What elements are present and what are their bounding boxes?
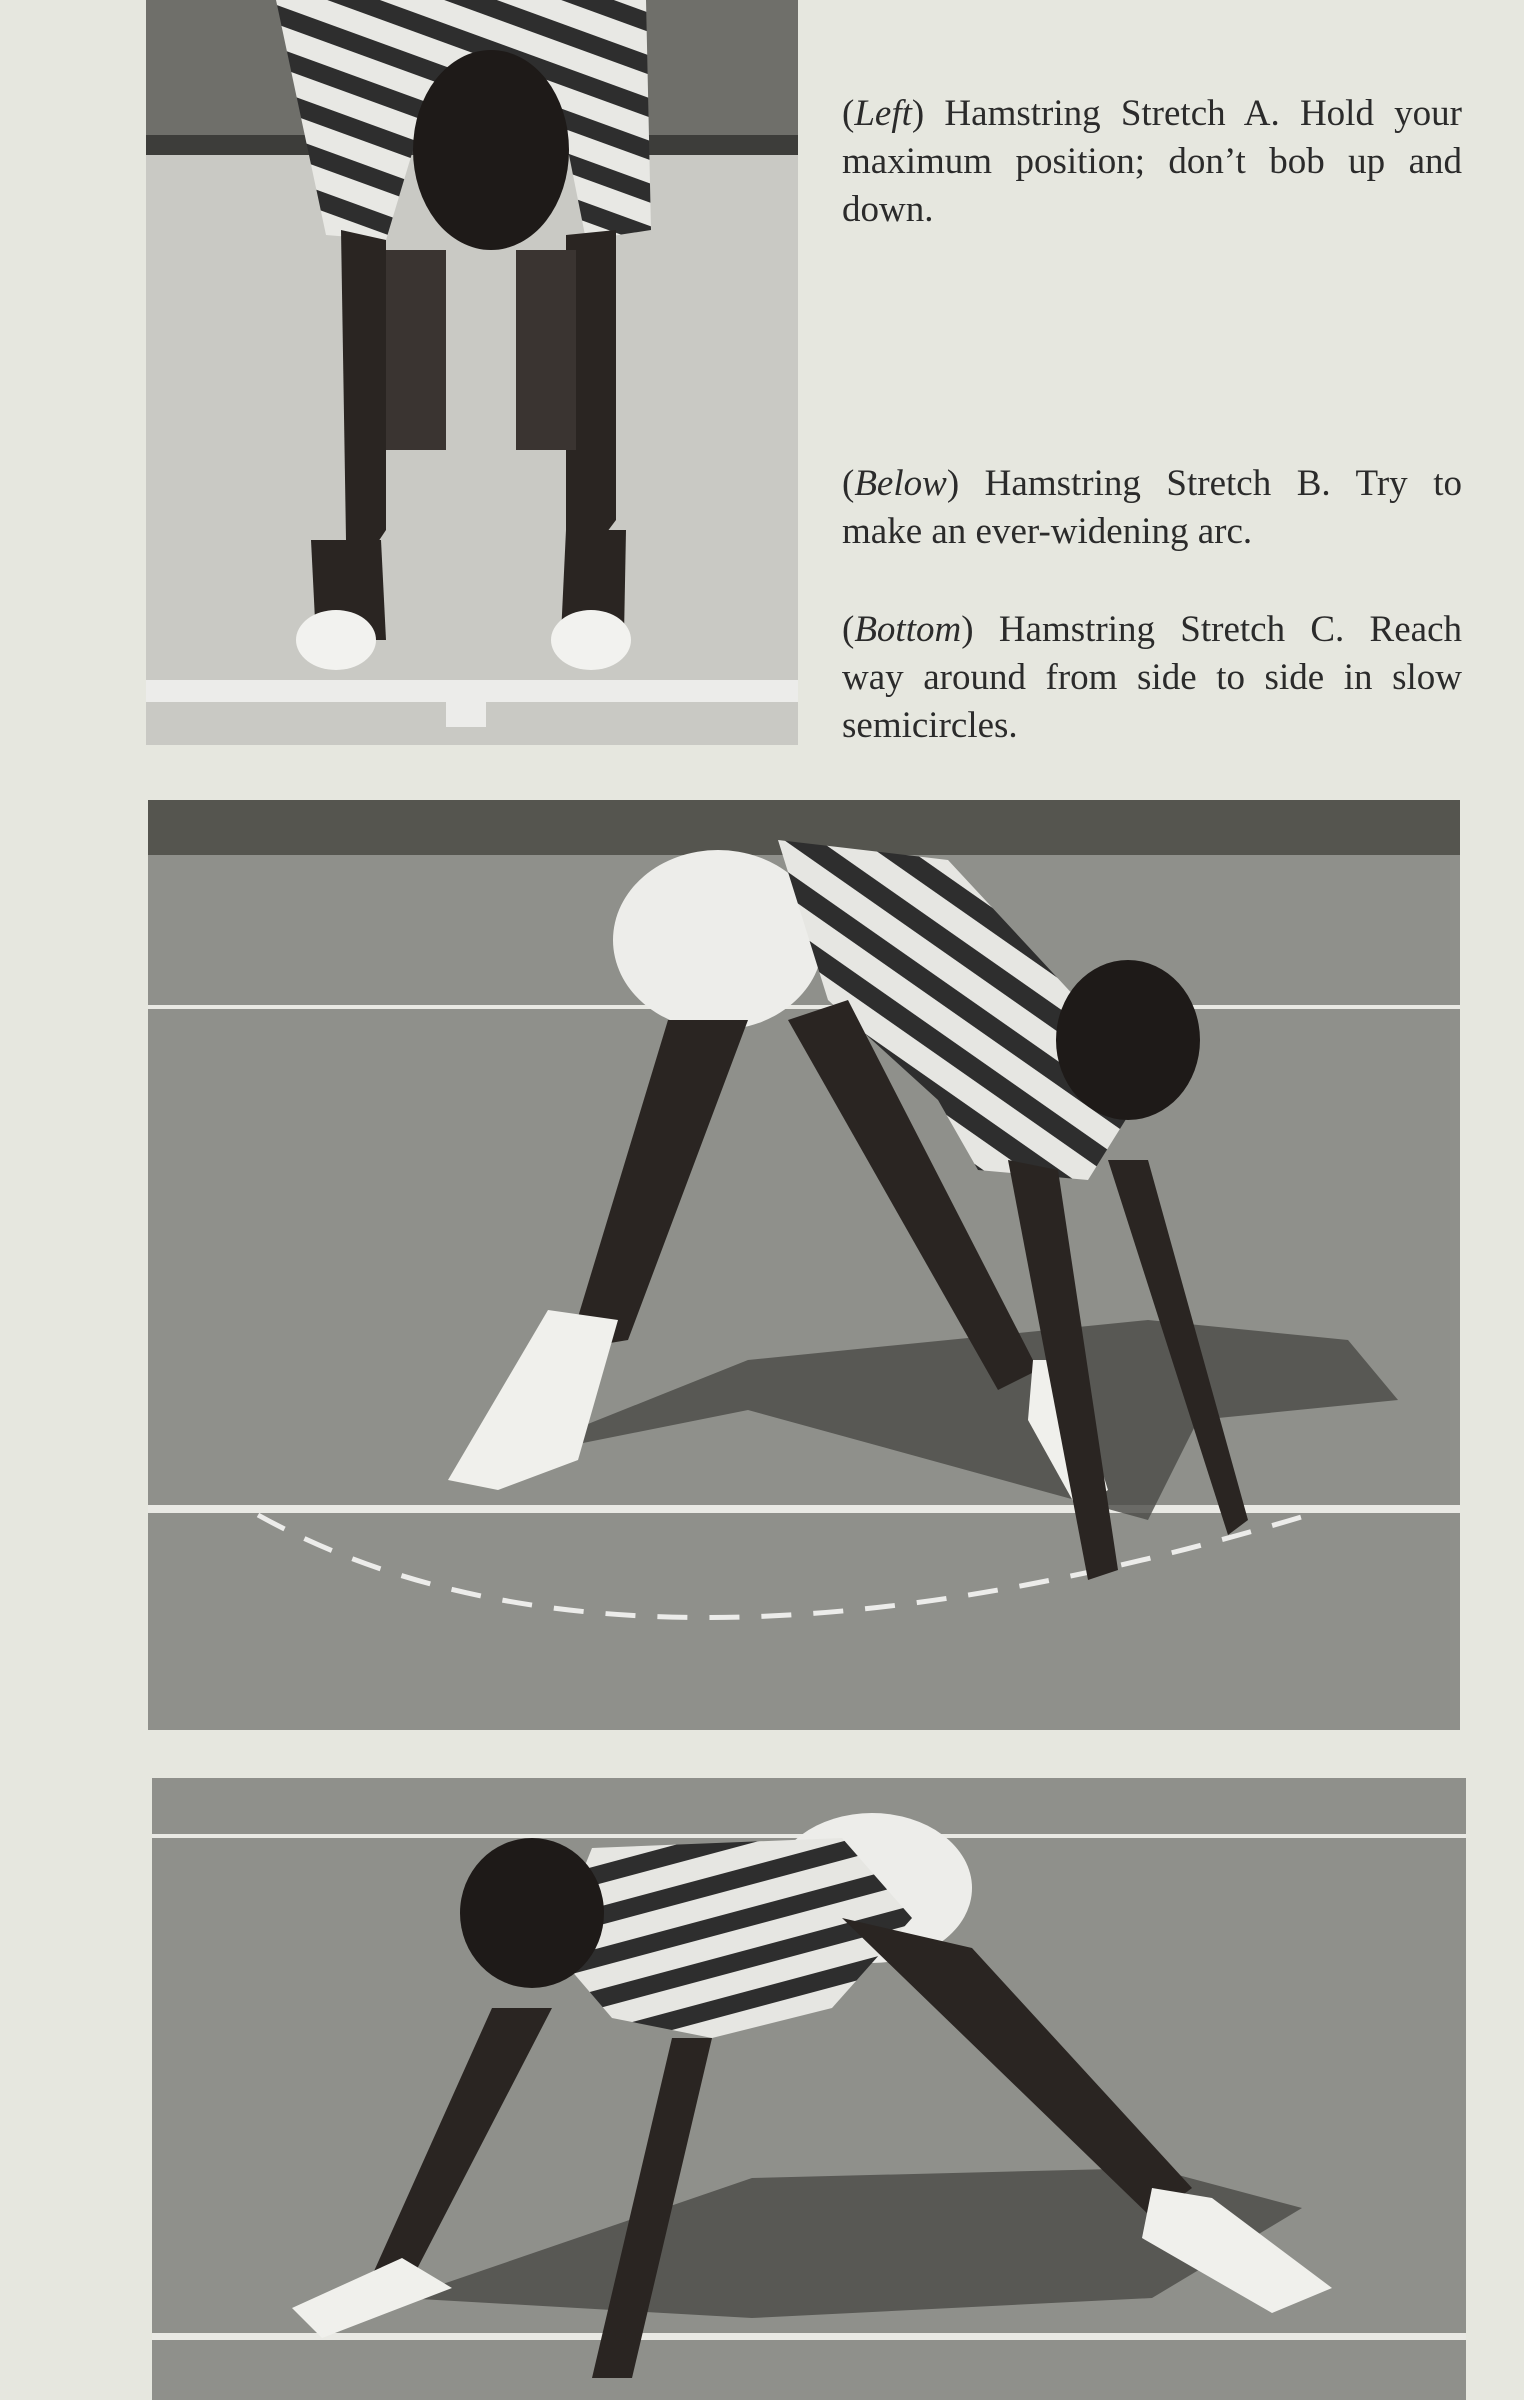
caption-stretch-b: (Below) Hamstring Stretch B. Try to make an ever-widening arc.: [842, 463, 1462, 552]
caption-text-a: Hamstring Stretch A. Hold your maximum position; don’t bob up and down.: [842, 93, 1462, 230]
caption-text-c: Hamstring Stretch C. Reach way around from side to side in slow semicircles.: [842, 609, 1462, 746]
caption-stretch-a: (Left) Hamstring Stretch A. Hold your maximum position; don’t bob up and down.: [842, 93, 1462, 230]
caption-stretch-c: (Bottom) Hamstring Stretch C. Reach way around from side to side in slow semicircles.: [842, 609, 1462, 746]
photo-hamstring-stretch-b: [148, 800, 1460, 1730]
caption-ref-left: Left: [854, 93, 912, 134]
caption-ref-bottom: Bottom: [854, 609, 962, 650]
photo-hamstring-stretch-a: [146, 0, 798, 745]
caption-ref-below: Below: [854, 463, 947, 504]
photo-hamstring-stretch-c: [152, 1778, 1466, 2400]
caption-text-b: Hamstring Stretch B. Try to make an ever-widening arc.: [842, 463, 1462, 552]
